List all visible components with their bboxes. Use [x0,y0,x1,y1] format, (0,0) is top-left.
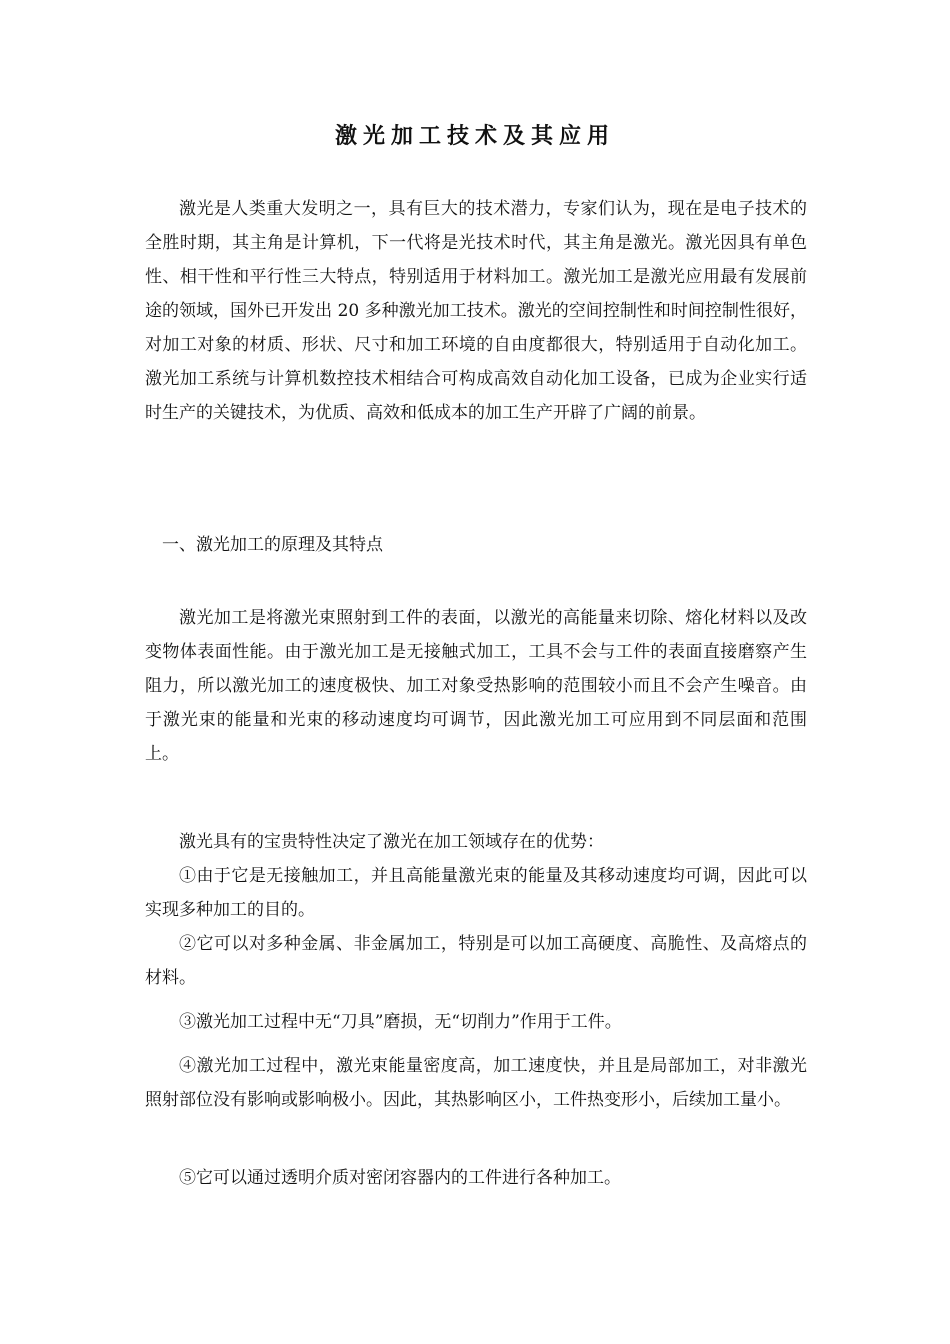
advantage-item-2: ②它可以对多种金属、非金属加工，特别是可以加工高硬度、高脆性、及高熔点的材料。 [145,934,807,988]
document-title: 激光加工技术及其应用 [334,123,615,149]
advantage-item-4: ④激光加工过程中，激光束能量密度高，加工速度快，并且是局部加工，对非激光照射部位没有影响或影响极小。因此，其热影响区小，工件热变形小，后续加工量小。 [145,1056,807,1110]
section-heading: 一、激光加工的原理及其特点 [162,535,383,555]
principle-paragraph: 激光加工是将激光束照射到工件的表面，以激光的高能量来切除、熔化材料以及改变物体表面性能。由于激光加工是无接触式加工，工具不会与工件的表面直接磨察产生阻力，所以激光加工的速度极快、加工对象受热影响的范围较小而且不会产生噪音。由于激光束的能量和光束的移动速度均可调节，因此激光加工可应用到不同层面和范围上。 [145,608,807,764]
intro-paragraph: 激光是人类重大发明之一，具有巨大的技术潜力，专家们认为，现在是电子技术的全胜时期，其主角是计算机，下一代将是光技术时代，其主角是激光。激光因具有单色性、相干性和平行性三大特点，特别适用于材料加工。激光加工是激光应用最有发展前途的领域，国外已开发出 20 多种激光加工技术。激光的空间控制性和时间控制性很好，对加工对象的材质、形状、尺寸和加工环境的自由度都很大，特别适用于自动化加工。激光加工系统与计算机数控技术相结合可构成高效自动化加工设备，已成为企业实行适时生产的关键技术，为优质、高效和低成本的加工生产开辟了广阔的前景。 [145,199,807,423]
advantages-intro-paragraph: 激光具有的宝贵特性决定了激光在加工领域存在的优势： [179,832,604,852]
advantage-item-3: ③激光加工过程中无“刀具”磨损，无“切削力”作用于工件。 [179,1012,622,1032]
advantage-item-1: ①由于它是无接触加工，并且高能量激光束的能量及其移动速度均可调，因此可以实现多种加工的目的。 [145,866,807,920]
advantage-item-5: ⑤它可以通过透明介质对密闭容器内的工件进行各种加工。 [179,1168,621,1188]
